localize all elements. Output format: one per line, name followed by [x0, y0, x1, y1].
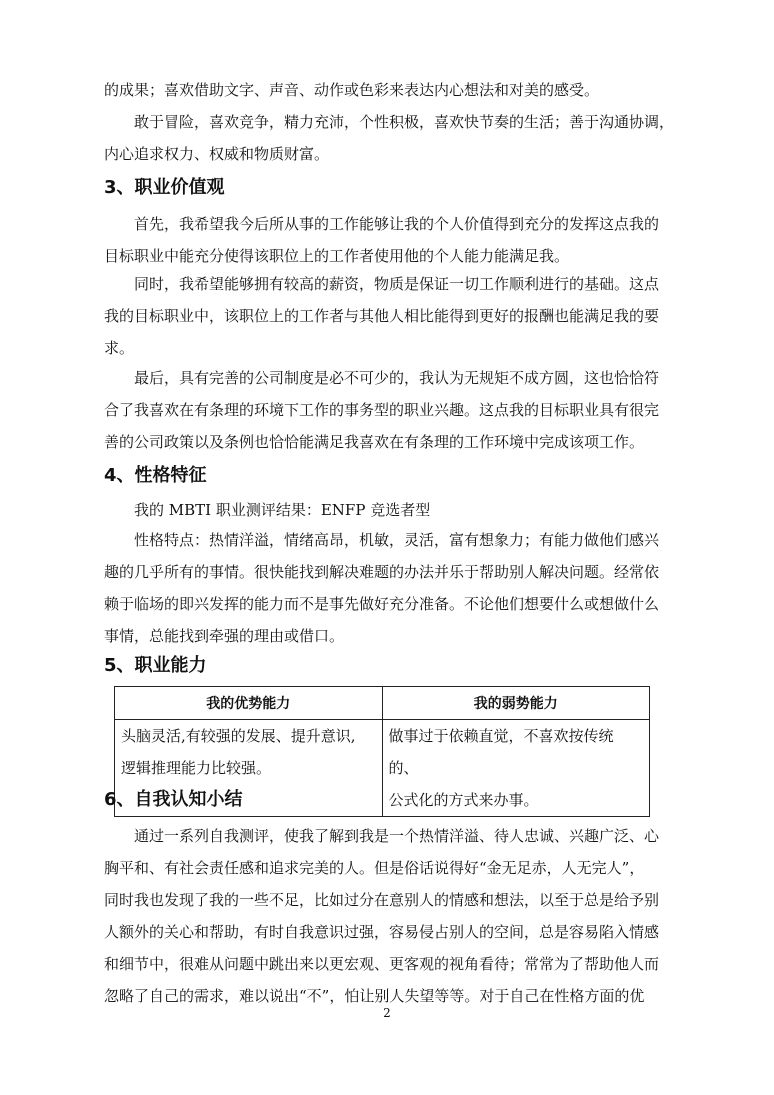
page-number: 2	[383, 1006, 391, 1020]
text-line: 我的目标职业中，该职位上的工作者与其他人相比能得到更好的报酬也能满足我的要	[104, 307, 660, 325]
text-line: 胸平和、有社会责任感和追求完美的人。但是俗话说得好“金无足赤，人无完人”，	[104, 859, 645, 877]
text-line: 赖于临场的即兴发挥的能力而不是事先做好充分准备。不论他们想要什么或想做什么	[104, 595, 660, 613]
cell-line: 头脑灵活,有较强的发展、提升意识,	[121, 727, 356, 745]
text-line: 趣的几乎所有的事情。很快能找到解决难题的办法并乐于帮助别人解决问题。经常依	[104, 563, 660, 581]
text-line: 求。	[104, 339, 135, 357]
weaknesses-cell	[382, 720, 650, 817]
strengths-header: 我的优势能力	[115, 687, 383, 720]
text-line: 同时我也发现了我的一些不足，比如过分在意别人的情感和想法，以至于总是给予别	[104, 891, 660, 909]
text-line: 善的公司政策以及条例也恰恰能满足我喜欢在有条理的工作环境中完成该项工作。	[104, 433, 645, 451]
personality-mbti-line	[104, 494, 670, 526]
values-paragraph-3	[104, 362, 670, 458]
text-line: 事情，总能找到牵强的理由或借口。	[104, 627, 345, 645]
text-line: 同时，我希望能够拥有较高的薪资，物质是保证一切工作顺利进行的基础。这点	[104, 275, 660, 293]
values-paragraph-2	[104, 268, 670, 364]
section-heading-4: 4、性格特征	[104, 465, 207, 486]
section-heading-3: 3、职业价值观	[104, 177, 225, 198]
text-line: 首先，我希望我今后所从事的工作能够让我的个人价值得到充分的发挥这点我的	[104, 215, 660, 233]
text-line: 性格特点：热情洋溢，情绪高昂，机敏，灵活，富有想象力；有能力做他们感兴	[104, 531, 660, 549]
text-line: 敢于冒险，喜欢竞争，精力充沛，个性积极，喜欢快节奏的生活；善于沟通协调，	[104, 113, 675, 131]
cell-line: 公式化的方式来办事。	[388, 791, 539, 809]
text-line: 我的 MBTI 职业测评结果：ENFP 竞选者型	[104, 501, 431, 519]
text-line: 和细节中，很难从问题中跳出来以更宏观、更客观的视角看待；常常为了帮助他人而	[104, 955, 660, 973]
intro-paragraph	[104, 74, 675, 170]
section-heading-5: 5、职业能力	[104, 655, 207, 676]
personality-paragraph	[104, 524, 670, 652]
cell-line: 逻辑推理能力比较强。	[121, 759, 272, 777]
text-line: 目标职业中能充分使得该职位上的工作者使用他的个人能力能满足我。	[104, 247, 570, 265]
values-paragraph-1	[104, 208, 670, 272]
text-line: 的成果；喜欢借助文字、声音、动作或色彩来表达内心想法和对美的感受。	[104, 81, 600, 99]
table-header-row	[115, 687, 650, 720]
summary-paragraph	[104, 820, 670, 1012]
text-line: 合了我喜欢在有条理的环境下工作的事务型的职业兴趣。这点我的目标职业具有很完	[104, 401, 660, 419]
text-line: 忽略了自己的需求，难以说出“不”，怕让别人失望等等。对于自己在性格方面的优	[104, 987, 645, 1005]
text-line: 内心追求权力、权威和物质财富。	[104, 145, 330, 163]
cell-line: 做事过于依赖直觉，不喜欢按传统的、	[388, 727, 614, 777]
section-heading-6: 6、自我认知小结	[104, 789, 243, 810]
text-line: 通过一系列自我测评，使我了解到我是一个热情洋溢、待人忠诚、兴趣广泛、心	[104, 827, 660, 845]
text-line: 人额外的关心和帮助，有时自我意识过强，容易侵占别人的空间，总是容易陷入情感	[104, 923, 660, 941]
text-line: 最后，具有完善的公司制度是必不可少的，我认为无规矩不成方圆，这也恰恰符	[104, 369, 660, 387]
weaknesses-header: 我的弱势能力	[382, 687, 650, 720]
